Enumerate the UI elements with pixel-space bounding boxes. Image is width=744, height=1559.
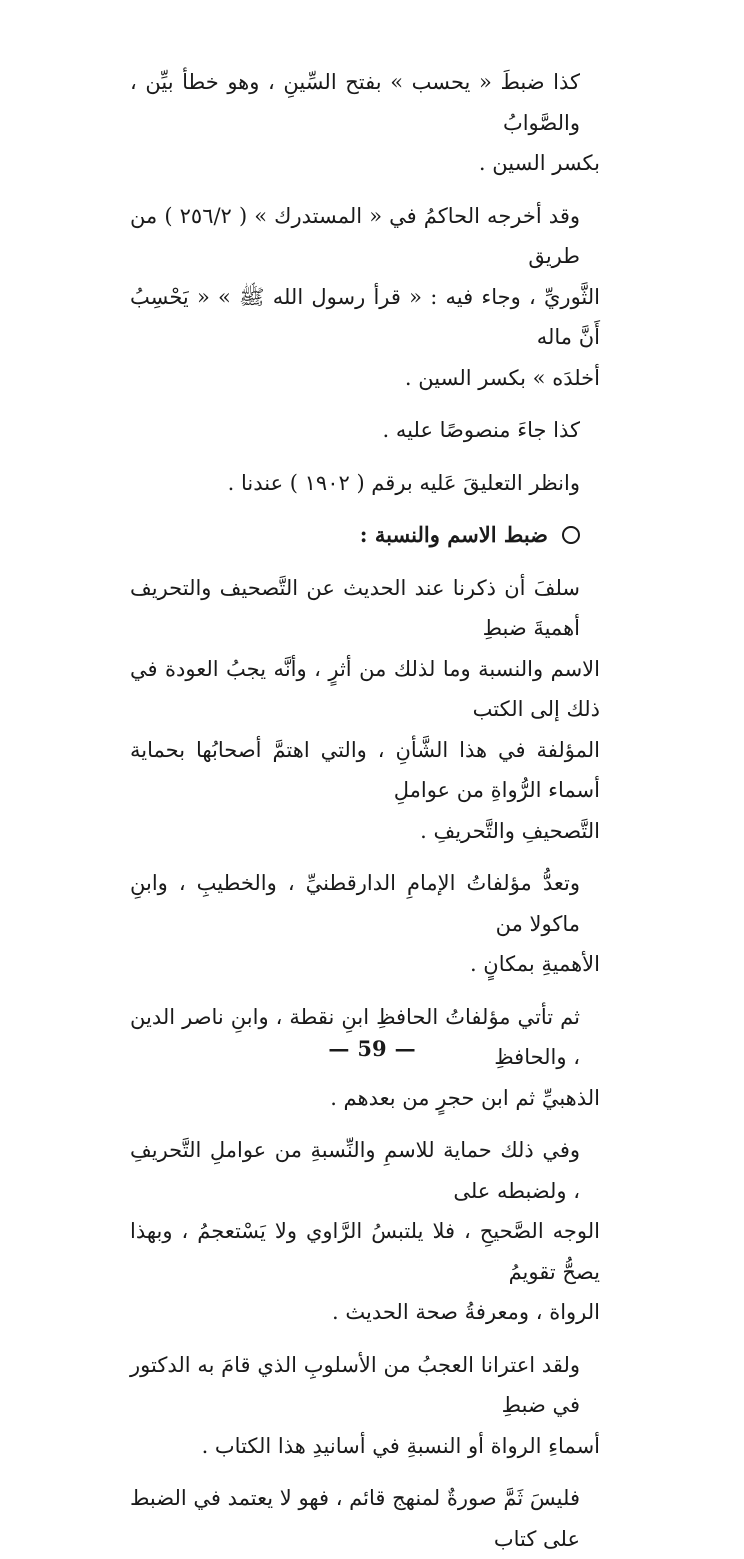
text-line: ثم تأتي مؤلفاتُ الحافظِ ابنِ نقطة ، وابنِ ناصر الدين ، والحافظِ	[130, 1004, 580, 1069]
text-line: كذا ضبطَ « يحسب » بفتح السِّينِ ، وهو خطأ بيِّن ، والصَّوابُ	[130, 70, 580, 135]
paragraph	[130, 1130, 600, 1333]
paragraph	[130, 1345, 600, 1467]
paragraph	[130, 863, 600, 985]
section-heading	[130, 515, 600, 556]
paragraph	[130, 463, 600, 504]
paragraph	[130, 62, 600, 184]
paragraph	[130, 196, 600, 399]
text-line: وتعدُّ مؤلفاتُ الإمامِ الدارقطنيِّ ، والخطيبِ ، وابنِ ماكولا من	[130, 871, 580, 936]
text-line: وانظر التعليقَ عَليه برقم ( ١٩٠٢ ) عندنا .	[227, 470, 580, 495]
text-line: سلفَ أن ذكرنا عند الحديث عن التَّصحيف والتحريف أهميةَ ضبطِ	[130, 575, 580, 640]
text-line: ولقد اعترانا العجبُ من الأسلوبِ الذي قامَ به الدكتور في ضبطِ	[130, 1352, 580, 1417]
paragraph	[130, 410, 600, 451]
page-number	[0, 1036, 744, 1061]
page-number-dash-right: —	[394, 1036, 416, 1061]
paragraph	[130, 568, 600, 852]
text-line: الاسم والنسبة وما لذلك من أثرٍ ، وأنَّه يجبُ العودة في ذلك إلى الكتب	[130, 656, 600, 721]
paragraph	[130, 1478, 600, 1559]
text-line: الرواة ، ومعرفةُ صحة الحديث .	[332, 1300, 600, 1324]
text-line: أسماءِ الرواة أو النسبةِ في أسانيدِ هذا الكتاب .	[201, 1433, 600, 1458]
text-line: وفي ذلك حماية للاسمِ والنِّسبةِ من عواملِ التَّحريفِ ، ولضبطه على	[130, 1138, 580, 1203]
text-line: الثَّوريِّ ، وجاء فيه : « قرأ رسول الله ﷺ » « يَحْسِبُ أَنَّ ماله	[130, 284, 600, 349]
text-line: كذا جاءَ منصوصًا عليه .	[382, 418, 580, 442]
text-line: الأهميةِ بمكانٍ .	[469, 952, 600, 976]
text-line: الوجه الصَّحيحِ ، فلا يلتبسُ الرَّاوي ولا يَسْتعجمُ ، وبهذا يصحُّ تقويمُ	[130, 1219, 600, 1284]
text-line: المؤلفة في هذا الشَّأنِ ، والتي اهتمَّ أصحابُها بحماية أسماء الرُّواةِ من عواملِ	[130, 737, 600, 802]
text-line: وقد أخرجه الحاكمُ في « المستدرك » ( ٢٥٦/٢ ) من طريق	[130, 203, 581, 268]
text-line: الذهبيِّ ثم ابن حجرٍ من بعدهم .	[330, 1085, 600, 1110]
section-heading-text: ضبط الاسم والنسبة :	[359, 522, 548, 547]
circle-bullet-icon	[562, 526, 580, 544]
page-number-dash-left: —	[328, 1036, 350, 1061]
body-text	[130, 62, 600, 1559]
text-line: بكسر السين .	[478, 151, 600, 175]
text-line: فليسَ ثَمَّ صورةٌ لمنهج قائم ، فهو لا يعتمد في الضبط على كتاب	[130, 1486, 580, 1551]
page-number-value: 59	[357, 1036, 387, 1061]
text-line: التَّصحيفِ والتَّحريفِ .	[420, 818, 600, 843]
text-line: أخلدَه » بكسر السين .	[404, 365, 600, 390]
